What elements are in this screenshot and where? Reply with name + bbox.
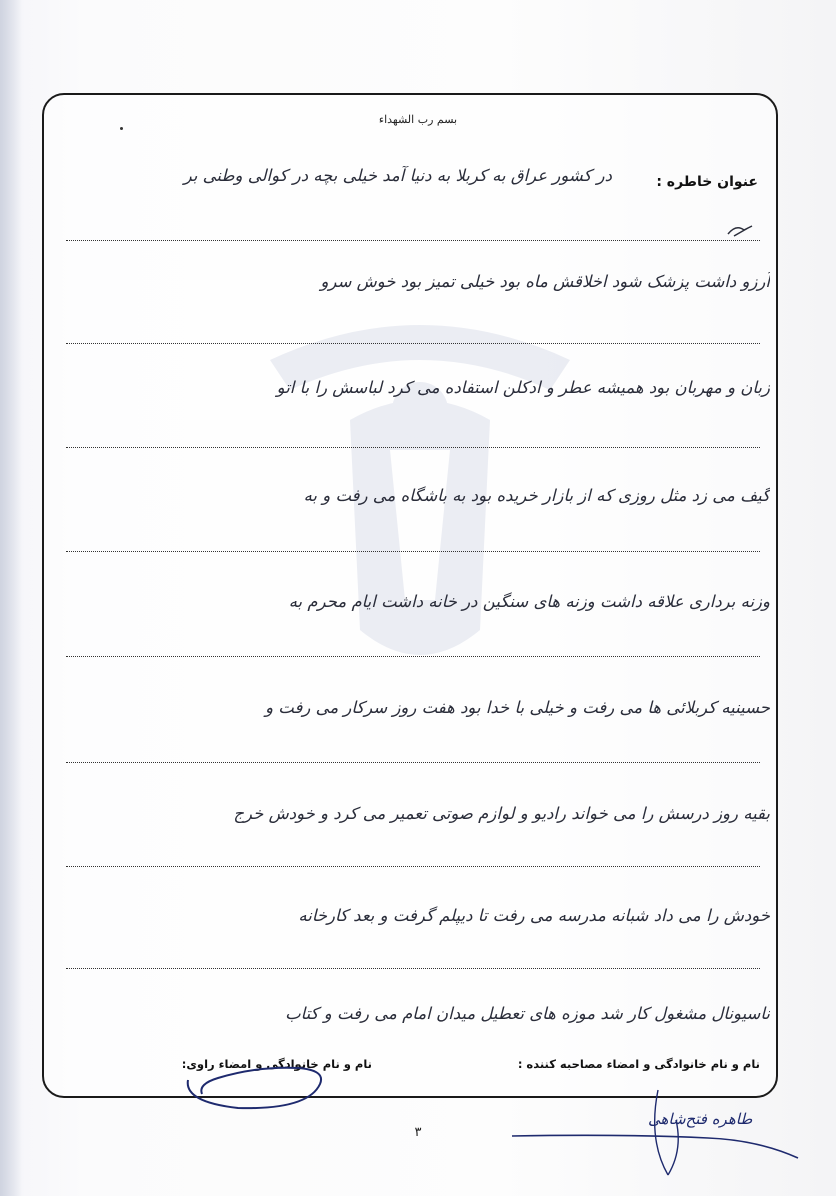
ruled-line (66, 866, 760, 867)
narrator-signature-label: نام و نام خانوادگی و امضاء راوی: (181, 1057, 372, 1071)
handwritten-line-4: گیف می زد مثل روزی که از بازار خریده بود به باشگاه می رفت و به (303, 486, 770, 505)
handwritten-line-3: زبان و مهربان بود همیشه عطر و ادکلن استفاده می کرد لباسش را با اتو (276, 378, 770, 397)
handwritten-line-8: خودش را می داد شبانه مدرسه می رفت تا دیپلم گرفت و بعد کارخانه (298, 906, 770, 925)
handwritten-line-7: بقیه روز درسش را می خواند رادیو و لوازم صوتی تعمیر می کرد و خودش خرج (233, 804, 770, 823)
bismillah-header: بسم رب الشهداء (378, 113, 458, 126)
emblem-watermark (230, 300, 610, 720)
handwritten-line-2: آرزو داشت پزشک شود اخلاقش ماه بود خیلی تمیز بود خوش سرو (320, 272, 770, 291)
pen-mark-icon (726, 222, 756, 240)
interviewer-signature-text: طاهره فتح‌شاهی (648, 1110, 753, 1128)
handwritten-line-5: وزنه برداری علاقه داشت وزنه های سنگین در خانه داشت ایام محرم به (288, 592, 770, 611)
ruled-line (66, 656, 760, 657)
memoir-title-label: عنوان خاطره : (656, 174, 758, 190)
ruled-line (66, 447, 760, 448)
interviewer-signature-label: نام و نام خانوادگی و امضاء مصاحبه کننده : (517, 1057, 760, 1071)
page-edge-shadow (0, 0, 22, 1196)
ink-dot (120, 127, 123, 130)
page-number: ۳ (414, 1125, 422, 1140)
ruled-line (66, 762, 760, 763)
narrator-signature (178, 1050, 328, 1114)
ruled-line (66, 968, 760, 969)
ruled-line (66, 551, 760, 552)
ruled-line (66, 240, 760, 241)
handwritten-line-1: در کشور عراق به کربلا به دنیا آمد خیلی بچه در کوالی وطنی بر (183, 166, 612, 185)
ruled-line (66, 343, 760, 344)
handwritten-line-9: ناسیونال مشغول کار شد موزه های تعطیل میدان امام می رفت و کتاب (285, 1004, 770, 1023)
handwritten-line-6: حسینیه کربلائی ها می رفت و خیلی با خدا بود هفت روز سرکار می رفت و (265, 698, 770, 717)
